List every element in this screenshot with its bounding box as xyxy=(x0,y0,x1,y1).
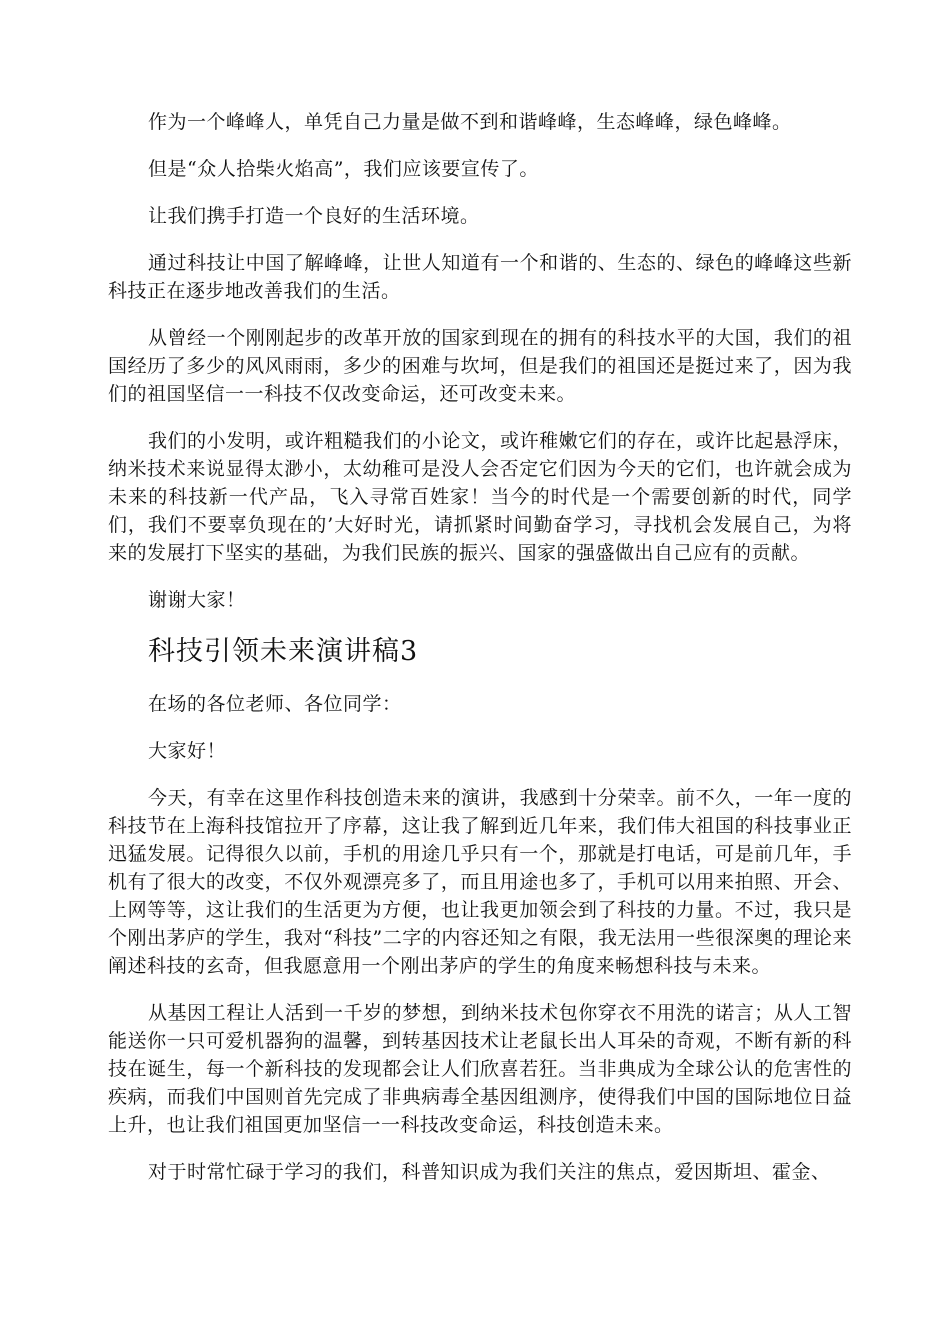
paragraph: 从基因工程让人活到一千岁的梦想，到纳米技术包你穿衣不用洗的诺言；从人工智能送你一只可爱机器狗的温馨，到转基因技术让老鼠长出人耳朵的奇观，不断有新的科技在诞生，每一个新科技的发现都会让人们欣喜若狂。当非典成为全球公认的危害性的疾病，而我们中国则首先完成了非典病毒全基因组测序，使得我们中国的国际地位日益上升，也让我们祖国更加坚信一一科技改变命运，科技创造未来。 xyxy=(108,1002,852,1136)
paragraph: 从曾经一个刚刚起步的改革开放的国家到现在的拥有的科技水平的大国，我们的祖国经历了多少的风风雨雨，多少的困难与坎坷，但是我们的祖国还是挺过来了，因为我们的祖国坚信一一科技不仅改变命运，还可改变未来。 xyxy=(108,327,852,405)
paragraph: 谢谢大家！ xyxy=(148,589,246,611)
paragraph: 对于时常忙碌于学习的我们，科普知识成为我们关注的焦点，爱因斯坦、霍金、 xyxy=(148,1161,831,1183)
paragraph: 让我们携手打造一个良好的生活环境。 xyxy=(148,205,480,227)
paragraph: 今天，有幸在这里作科技创造未来的演讲，我感到十分荣幸。前不久，一年一度的科技节在上海科技馆拉开了序幕，这让我了解到近几年来，我们伟大祖国的科技事业正迅猛发展。记得很久以前，手机的用途几乎只有一个，那就是打电话，可是前几年，手机有了很大的改变，不仅外观漂亮多了，而且用途也多了，手机可以用来拍照、开会、上网等等，这让我们的生活更为方便，也让我更加领会到了科技的力量。不过，我只是个刚出茅庐的学生，我对“科技”二字的内容还知之有限，我无法用一些很深奥的理论来阐述科技的玄奇，但我愿意用一个刚出茅庐的学生的角度来畅想科技与未来。 xyxy=(108,787,852,977)
section-title: 科技引领未来演讲稿3 xyxy=(148,636,419,667)
paragraph: 但是“众人拾柴火焰高”，我们应该要宣传了。 xyxy=(148,158,539,180)
paragraph: 在场的各位老师、各位同学： xyxy=(148,693,402,715)
paragraph: 作为一个峰峰人，单凭自己力量是做不到和谐峰峰，生态峰峰，绿色峰峰。 xyxy=(148,111,792,133)
paragraph: 通过科技让中国了解峰峰，让世人知道有一个和谐的、生态的、绿色的峰峰这些新科技正在逐步地改善我们的生活。 xyxy=(108,252,852,302)
paragraph: 我们的小发明，或许粗糙我们的小论文，或许稚嫩它们的存在，或许比起悬浮床，纳米技术来说显得太渺小，太幼稚可是没人会否定它们因为今天的它们，也许就会成为未来的科技新一代产品，飞入寻常百姓家！当今的时代是一个需要创新的时代，同学们，我们不要辜负现在的’大好时光，请抓紧时间勤奋学习，寻找机会发展自己，为将来的发展打下坚实的基础，为我们民族的振兴、国家的强盛做出自己应有的贡献。 xyxy=(108,430,852,564)
paragraph: 大家好！ xyxy=(148,740,227,762)
document-page xyxy=(108,108,852,1205)
